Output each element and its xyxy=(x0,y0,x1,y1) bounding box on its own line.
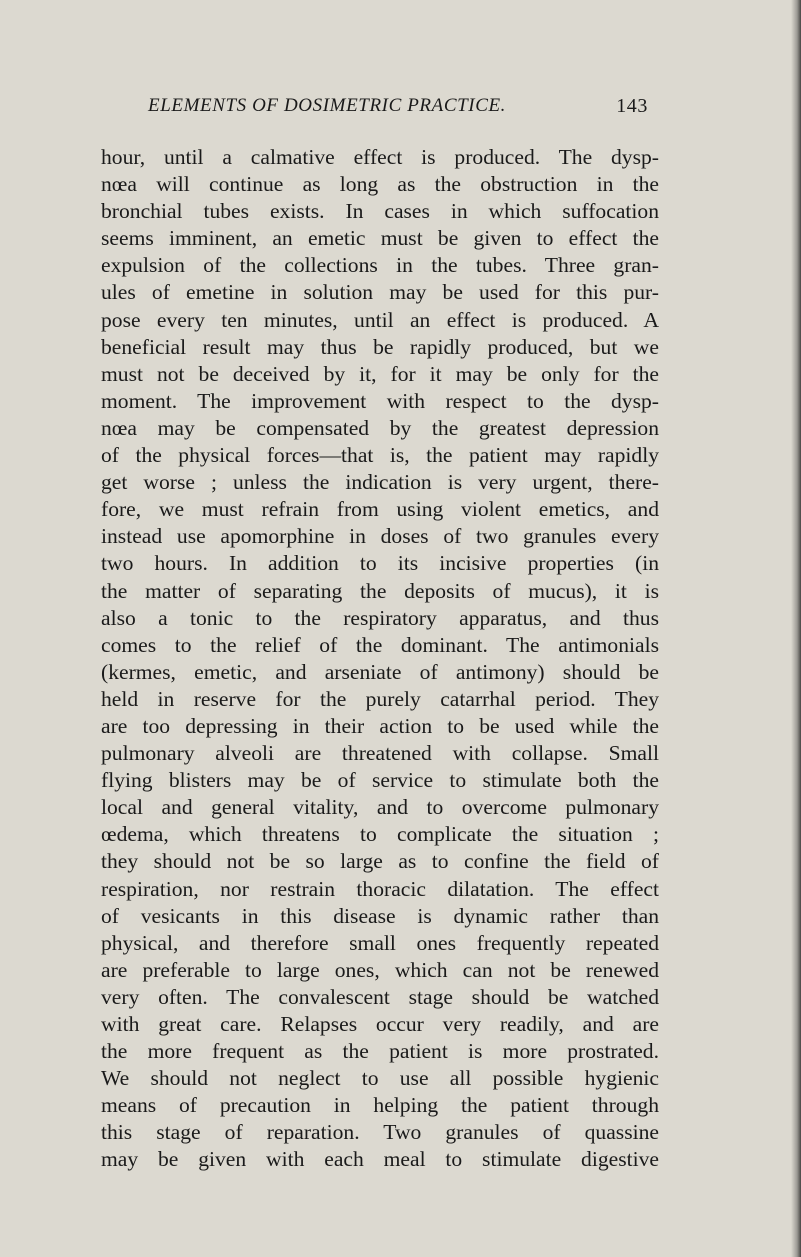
text-line: fore, we must refrain from using violent emetics, and xyxy=(101,497,659,522)
text-line: nœa will continue as long as the obstruction in the xyxy=(101,172,659,197)
text-line: beneficial result may thus be rapidly produced, but we xyxy=(101,334,659,359)
text-line: pulmonary alveoli are threatened with collapse. Small xyxy=(101,741,659,766)
text-line: comes to the relief of the dominant. The antimonials xyxy=(101,632,659,657)
text-line: (kermes, emetic, and arseniate of antimony) should be xyxy=(101,659,659,684)
text-line: this stage of reparation. Two granules of quassine xyxy=(101,1120,659,1145)
text-line: bronchial tubes exists. In cases in which suffocation xyxy=(101,199,659,224)
text-line: are too depressing in their action to be used while the xyxy=(101,713,659,738)
text-line: physical, and therefore small ones frequently repeated xyxy=(101,930,659,955)
text-line: pose every ten minutes, until an effect is produced. A xyxy=(101,307,659,332)
text-line: instead use apomorphine in doses of two granules every xyxy=(101,524,659,549)
text-line: with great care. Relapses occur very readily, and are xyxy=(101,1012,659,1036)
text-line: the more frequent as the patient is more prostrated. xyxy=(101,1039,659,1064)
text-line: very often. The convalescent stage should be watched xyxy=(101,984,659,1009)
text-line: the matter of separating the deposits of mucus), it is xyxy=(101,578,659,603)
page-edge-shadow xyxy=(791,0,801,1257)
text-line: seems imminent, an emetic must be given to effect the xyxy=(101,226,659,251)
page-number: 143 xyxy=(616,95,648,117)
text-line: respiration, nor restrain thoracic dilatation. The effect xyxy=(101,876,659,901)
text-line: of vesicants in this disease is dynamic rather than xyxy=(101,903,659,928)
text-line: also a tonic to the respiratory apparatus, and thus xyxy=(101,605,659,630)
text-line: must not be deceived by it, for it may be only for the xyxy=(101,361,659,386)
text-line: two hours. In addition to its incisive properties (in xyxy=(101,551,659,576)
body-text xyxy=(101,144,659,1174)
text-line: ules of emetine in solution may be used for this pur- xyxy=(101,280,659,305)
text-line: get worse ; unless the indication is very urgent, there- xyxy=(101,470,659,495)
text-line: of the physical forces—that is, the patient may rapidly xyxy=(101,443,659,468)
text-line: they should not be so large as to confine the field of xyxy=(101,849,659,874)
text-line: hour, until a calmative effect is produced. The dysp- xyxy=(101,145,659,169)
text-line: means of precaution in helping the patient through xyxy=(101,1093,659,1118)
text-line: We should not neglect to use all possible hygienic xyxy=(101,1066,659,1091)
text-line: œdema, which threatens to complicate the situation ; xyxy=(101,822,659,847)
text-line: held in reserve for the purely catarrhal period. They xyxy=(101,686,659,711)
text-line: moment. The improvement with respect to the dysp- xyxy=(101,388,659,413)
text-line: are preferable to large ones, which can not be renewed xyxy=(101,957,659,982)
running-title: ELEMENTS OF DOSIMETRIC PRACTICE. xyxy=(148,95,507,116)
running-head xyxy=(148,95,648,121)
text-line: nœa may be compensated by the greatest depression xyxy=(101,415,659,440)
text-line: local and general vitality, and to overcome pulmonary xyxy=(101,795,659,820)
text-line: expulsion of the collections in the tubes. Three gran- xyxy=(101,253,659,278)
text-line: may be given with each meal to stimulate digestive xyxy=(101,1147,659,1172)
text-line: flying blisters may be of service to stimulate both the xyxy=(101,768,659,793)
